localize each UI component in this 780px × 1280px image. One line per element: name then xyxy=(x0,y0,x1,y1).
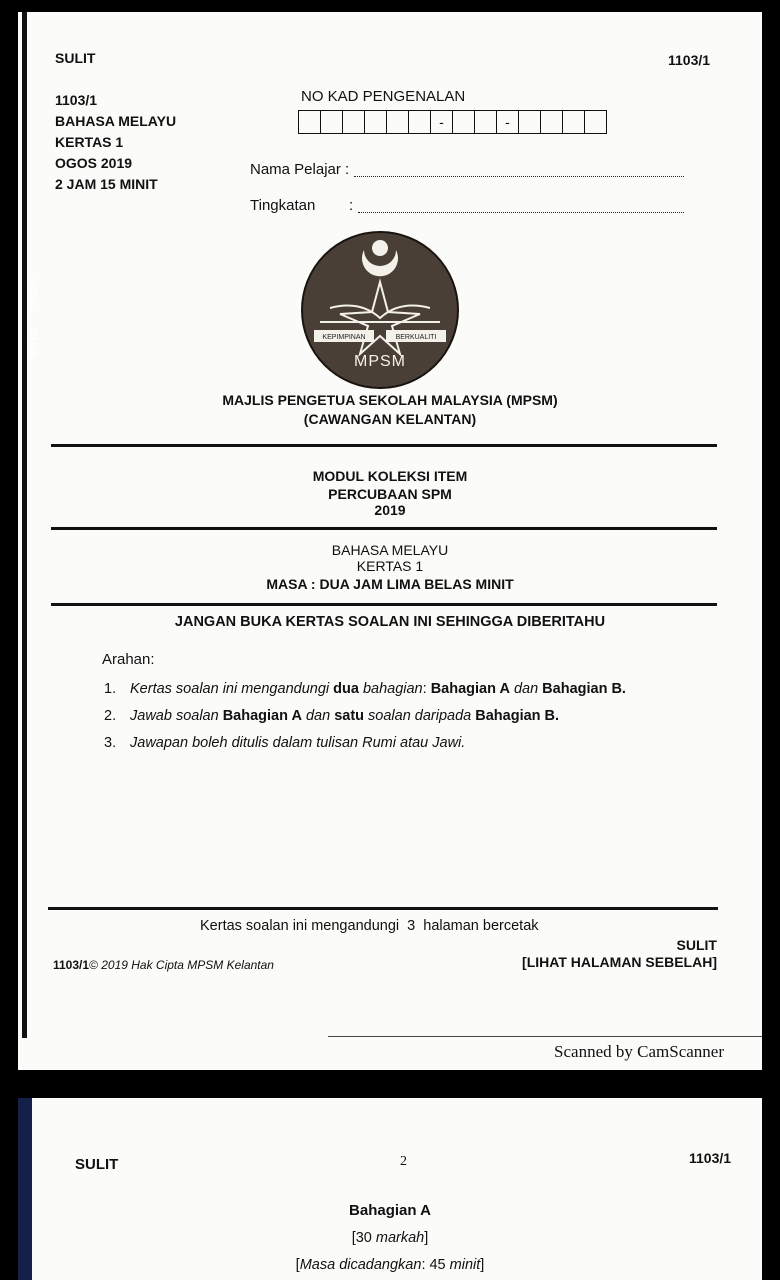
paper-line: KERTAS 1 xyxy=(356,558,424,574)
ic-box[interactable] xyxy=(299,111,321,133)
pages-note xyxy=(200,918,539,934)
instruction-text: Bahagian B. xyxy=(475,708,560,724)
instruction-item xyxy=(104,730,626,757)
pages-count: 3 xyxy=(407,918,416,934)
side-tab-code: BM K1 xyxy=(29,326,40,358)
logo-ribbon-right: BERKUALITI xyxy=(395,334,437,341)
instruction-number: 1. xyxy=(104,681,117,697)
section-marks xyxy=(18,1230,762,1246)
instruction-item xyxy=(104,676,626,703)
module-line: MODUL KOLEKSI ITEM xyxy=(312,468,468,484)
instruction-text: Jawab soalan xyxy=(130,708,223,724)
section-time xyxy=(18,1257,762,1273)
divider xyxy=(51,603,717,606)
time-text: ] xyxy=(480,1257,485,1273)
instructions-list xyxy=(104,676,626,757)
instruction-text: Bahagian A xyxy=(222,708,302,724)
scanner-watermark: Scanned by CamScanner xyxy=(554,1042,724,1061)
instruction-text: soalan daripada xyxy=(364,708,476,724)
meta-paper: KERTAS 1 xyxy=(55,134,124,150)
logo-text: MPSM xyxy=(354,353,406,370)
page2-header-code: 1103/1 xyxy=(689,1150,732,1166)
time-text: Masa dicadangkan xyxy=(299,1257,422,1273)
ic-box[interactable] xyxy=(453,111,475,133)
ic-box[interactable] xyxy=(563,111,585,133)
divider xyxy=(51,444,717,447)
ic-label: NO KAD PENGENALAN xyxy=(301,88,466,105)
exam-page-2 xyxy=(18,1098,762,1280)
ic-box[interactable] xyxy=(475,111,497,133)
instruction-text: Bahagian B. xyxy=(542,681,626,697)
instruction-number: 2. xyxy=(104,708,117,724)
instruction-text: dua xyxy=(333,681,359,697)
instruction-item xyxy=(104,703,626,730)
instruction-text: Kertas soalan ini mengandungi xyxy=(130,681,334,697)
instruction-text: bahagian xyxy=(358,681,423,697)
page-spine xyxy=(18,1098,32,1280)
page-spine xyxy=(22,12,27,1038)
pages-note-text: halaman bercetak xyxy=(423,918,539,934)
time-text: : 45 xyxy=(421,1257,450,1273)
mpsm-logo xyxy=(300,230,460,390)
ic-box[interactable] xyxy=(321,111,343,133)
ic-box[interactable] xyxy=(585,111,606,133)
form-field[interactable] xyxy=(358,212,684,213)
time-text: minit xyxy=(449,1257,481,1273)
side-tab xyxy=(18,260,48,358)
instruction-number: 3. xyxy=(104,735,117,751)
footer-next-page: [LIHAT HALAMAN SEBELAH] xyxy=(522,954,717,970)
header-code: 1103/1 xyxy=(668,52,711,68)
instructions-label: Arahan: xyxy=(102,651,155,668)
ic-number-boxes[interactable] xyxy=(298,110,607,134)
logo-ribbon-left: KEPIMPINAN xyxy=(322,334,366,341)
module-year: 2019 xyxy=(374,502,406,518)
ic-box-separator: - xyxy=(497,111,519,133)
page-gap xyxy=(18,1070,762,1098)
footer-copyright: © 2019 Hak Cipta MPSM Kelantan xyxy=(89,958,274,972)
pages-note-text: Kertas soalan ini mengandungi xyxy=(200,918,400,934)
ic-box[interactable] xyxy=(343,111,365,133)
marks-text: markah xyxy=(375,1230,425,1246)
name-field[interactable] xyxy=(354,176,684,177)
time-text: [ xyxy=(295,1257,300,1273)
instruction-text: dan xyxy=(301,708,335,724)
subject-block xyxy=(18,542,762,592)
module-block xyxy=(18,467,762,517)
meta-subject: BAHASA MELAYU xyxy=(55,113,177,129)
meta-duration: 2 JAM 15 MINIT xyxy=(55,176,158,192)
form-label: Tingkatan xyxy=(250,197,316,214)
ic-box[interactable] xyxy=(365,111,387,133)
divider xyxy=(51,527,717,530)
time-line: MASA : DUA JAM LIMA BELAS MINIT xyxy=(266,576,514,592)
marks-text: [30 xyxy=(351,1230,376,1246)
instruction-text: : xyxy=(422,681,431,697)
module-line: PERCUBAAN SPM xyxy=(328,486,452,502)
meta-date: OGOS 2019 xyxy=(55,155,133,171)
footer-code: 1103/1 xyxy=(53,958,90,972)
instruction-text: Jawapan boleh ditulis dalam tulisan Rumi atau Jawi. xyxy=(130,735,466,751)
ic-box[interactable] xyxy=(387,111,409,133)
page2-number: 2 xyxy=(400,1154,407,1169)
instruction-text: satu xyxy=(334,708,365,724)
instruction-text: dan xyxy=(509,681,543,697)
page2-header-sulit: SULIT xyxy=(75,1156,119,1173)
marks-text: ] xyxy=(424,1230,429,1246)
org-title: MAJLIS PENGETUA SEKOLAH MALAYSIA (MPSM) xyxy=(222,392,558,408)
name-label: Nama Pelajar : xyxy=(250,161,350,178)
ic-box-separator: - xyxy=(431,111,453,133)
exam-meta xyxy=(55,90,176,195)
divider xyxy=(48,907,718,910)
org-branch: (CAWANGAN KELANTAN) xyxy=(303,411,477,427)
exam-cover-page xyxy=(18,12,762,1070)
side-tab-level: TING 5 xyxy=(29,277,40,310)
ic-box[interactable] xyxy=(519,111,541,133)
ic-box[interactable] xyxy=(541,111,563,133)
section-title: Bahagian A xyxy=(349,1202,431,1219)
instruction-text: Bahagian A xyxy=(430,681,510,697)
subject-line: BAHASA MELAYU xyxy=(331,542,449,558)
header-sulit: SULIT xyxy=(55,50,96,66)
footer-sulit: SULIT xyxy=(676,937,717,953)
footer-copyright-line xyxy=(53,958,274,972)
warning: JANGAN BUKA KERTAS SOALAN INI SEHINGGA DIBERITAHU xyxy=(174,614,606,630)
scanner-rule xyxy=(328,1036,762,1037)
meta-code: 1103/1 xyxy=(55,92,98,108)
ic-box[interactable] xyxy=(409,111,431,133)
form-colon: : xyxy=(349,197,354,214)
